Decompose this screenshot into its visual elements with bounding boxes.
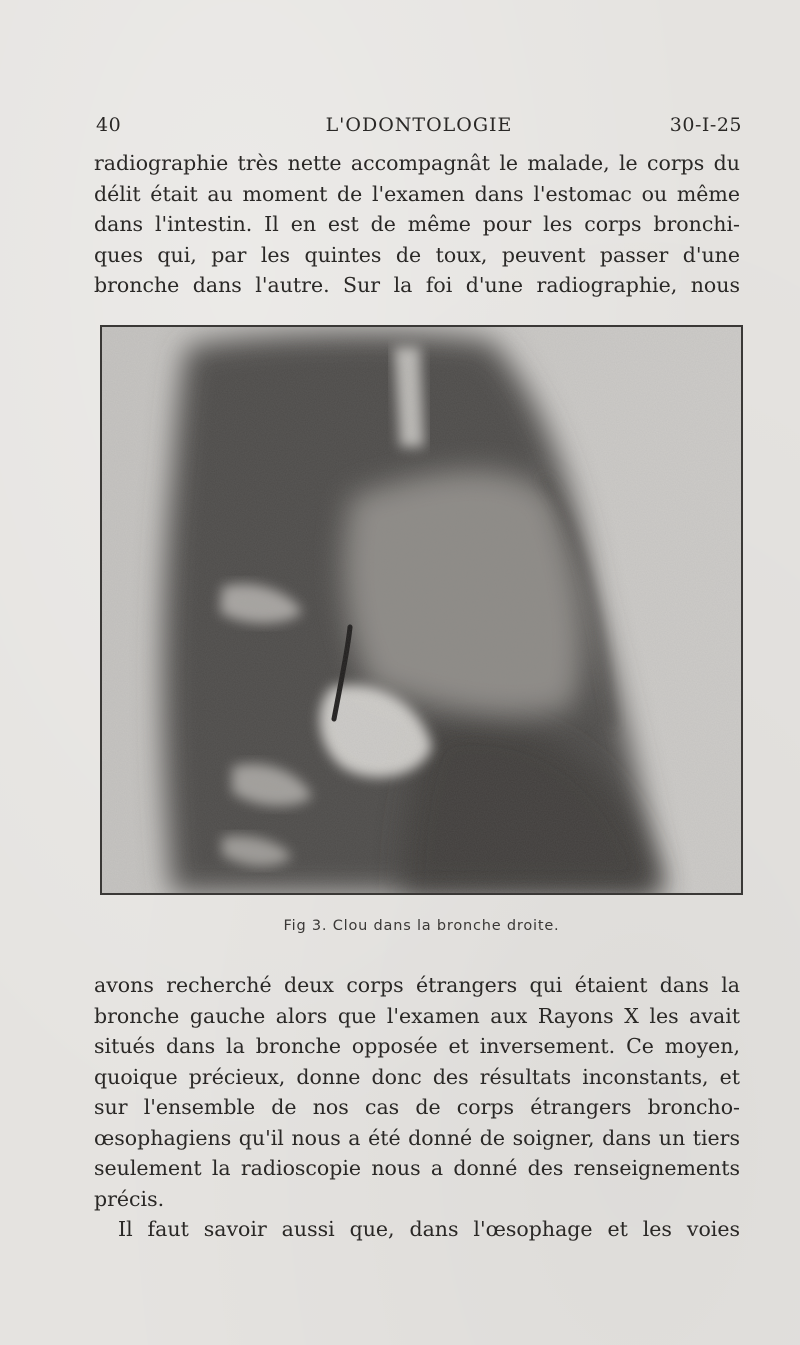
text-line: radiographie très nette accompagnât le malade, le corps du: [94, 151, 740, 175]
page-number: 40: [96, 114, 122, 136]
text-line: précis.: [94, 1186, 165, 1211]
text-line: situés dans la bronche opposée et inversement. Ce moyen,: [94, 1034, 740, 1058]
paragraph-bottom: [94, 970, 740, 1245]
journal-title: L'ODONTOLOGIE: [325, 114, 513, 136]
text-line: Il faut savoir aussi que, dans l'œsophage et les voies: [118, 1217, 740, 1241]
text-line: bronche gauche alors que l'examen aux Rayons X les avait: [94, 1003, 740, 1028]
figure-caption: Fig 3. Clou dans la bronche droite.: [283, 918, 560, 934]
text-line: sur l'ensemble de nos cas de corps étrangers broncho-: [94, 1095, 740, 1119]
xray-image: [102, 327, 741, 893]
running-head: [96, 114, 742, 142]
text-line: seulement la radioscopie nous a donné des renseignements: [94, 1156, 740, 1180]
text-line: quoique précieux, donne donc des résultats inconstants, et: [94, 1064, 740, 1089]
issue-date: 30-I-25: [669, 114, 742, 136]
text-line: délit était au moment de l'examen dans l'estomac ou même: [94, 181, 740, 206]
text-line: bronche dans l'autre. Sur la foi d'une radiographie, nous: [94, 273, 740, 297]
text-line: dans l'intestin. Il en est de même pour les corps bronchi-: [94, 212, 740, 236]
xray-figure: [100, 325, 743, 895]
text-line: ques qui, par les quintes de toux, peuvent passer d'une: [94, 242, 740, 267]
paragraph-top: [94, 148, 740, 301]
text-line: avons recherché deux corps étrangers qui étaient dans la: [94, 973, 740, 997]
text-line: œsophagiens qu'il nous a été donné de soigner, dans un tiers: [94, 1125, 740, 1150]
